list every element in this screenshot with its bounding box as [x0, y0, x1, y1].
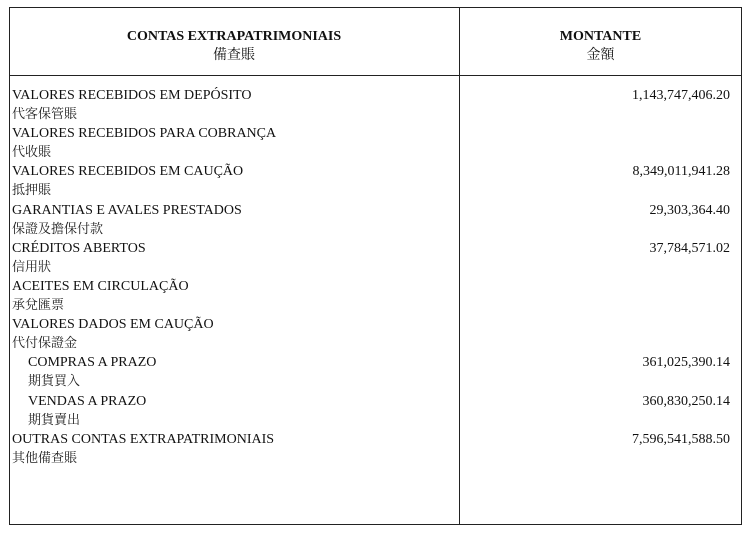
amount-column-header — [459, 28, 742, 64]
account-name: VALORES RECEBIDOS EM CAUÇÃO — [12, 164, 244, 180]
account-name: VALORES DADOS EM CAUÇÃO — [12, 317, 214, 333]
account-name-cn: 代收賬 — [12, 145, 52, 161]
account-name-cn: 承兌匯票 — [12, 297, 65, 313]
account-name: ACEITES EM CIRCULAÇÃO — [12, 278, 189, 294]
table-row — [12, 392, 730, 430]
account-name-cn: 其他備查賬 — [12, 450, 78, 466]
account-header-label-cn: 備查賬 — [213, 47, 255, 63]
table-row — [12, 239, 730, 277]
account-list — [12, 86, 730, 468]
account-name-cn: 期貨買入 — [28, 374, 81, 390]
account-name: VENDAS A PRAZO — [28, 393, 147, 409]
table-row — [12, 86, 730, 124]
table-row — [12, 201, 730, 239]
account-name-cn: 抵押賬 — [12, 183, 52, 199]
account-amount: 29,303,364.40 — [649, 202, 730, 218]
account-name-cn: 期貨賣出 — [28, 412, 81, 428]
account-name: VALORES RECEBIDOS EM DEPÓSITO — [12, 88, 252, 103]
account-name: OUTRAS CONTAS EXTRAPATRIMONIAIS — [12, 431, 275, 447]
table-row — [12, 353, 730, 391]
account-name-cn: 代付保證金 — [12, 336, 78, 352]
table-row — [12, 430, 730, 468]
table-row — [12, 277, 730, 315]
account-amount: 1,143,747,406.20 — [632, 88, 730, 103]
account-amount: 8,349,011,941.28 — [632, 164, 730, 180]
account-header-label: CONTAS EXTRAPATRIMONIAIS — [126, 29, 342, 44]
amount-header-label: MONTANTE — [559, 29, 642, 44]
amount-header-label-cn: 金額 — [586, 47, 615, 63]
account-amount: 360,830,250.14 — [642, 393, 730, 409]
account-amount: 7,596,541,588.50 — [632, 431, 730, 447]
table-row — [12, 162, 730, 200]
account-name-cn: 保證及擔保付款 — [12, 221, 104, 237]
account-name-cn: 代客保管賬 — [12, 107, 78, 122]
account-name: VALORES RECEBIDOS PARA COBRANÇA — [12, 126, 277, 142]
account-name: COMPRAS A PRAZO — [28, 355, 157, 371]
account-amount: 361,025,390.14 — [642, 355, 730, 371]
account-name-cn: 信用狀 — [12, 259, 52, 275]
account-name: CRÉDITOS ABERTOS — [12, 240, 146, 256]
account-column-header — [9, 28, 459, 64]
table-row — [12, 124, 730, 162]
account-name: GARANTIAS E AVALES PRESTADOS — [12, 202, 242, 218]
account-amount: 37,784,571.02 — [649, 240, 730, 256]
header-divider — [9, 75, 742, 76]
table-row — [12, 315, 730, 353]
